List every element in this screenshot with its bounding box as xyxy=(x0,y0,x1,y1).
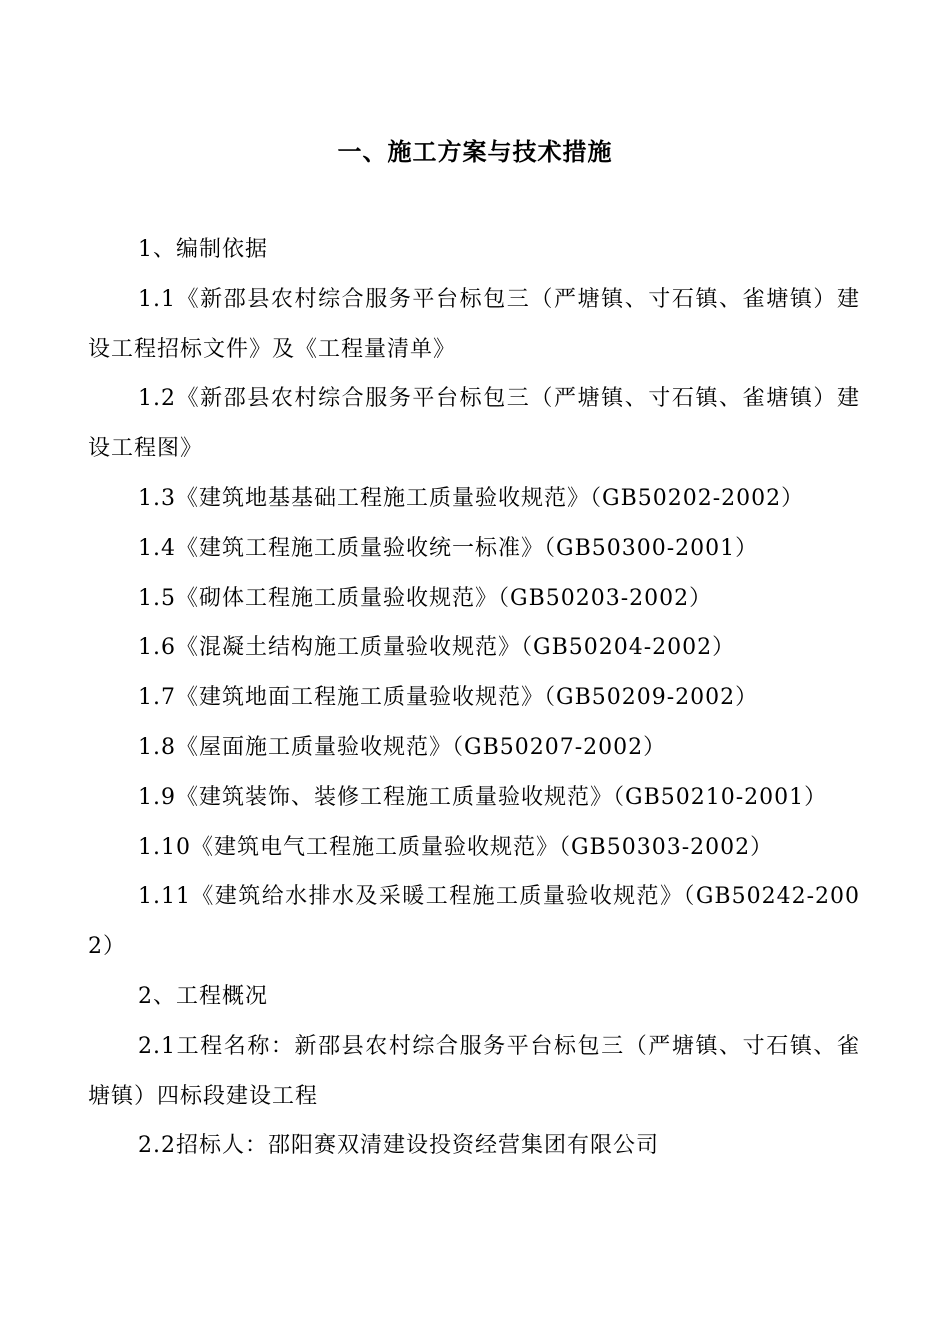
basis-item-1-1: 1.1《新邵县农村综合服务平台标包三（严塘镇、寸石镇、雀塘镇）建设工程招标文件》及《工程量清单》 xyxy=(88,286,860,362)
basis-item-1-7: 1.7《建筑地面工程施工质量验收规范》（GB50209-2002） xyxy=(138,685,759,711)
basis-item-1-4: 1.4《建筑工程施工质量验收统一标准》（GB50300-2001） xyxy=(138,535,759,561)
basis-item-1-2: 1.2《新邵县农村综合服务平台标包三（严塘镇、寸石镇、雀塘镇）建设工程图》 xyxy=(88,386,860,462)
basis-item-1-8: 1.8《屋面施工质量验收规范》（GB50207-2002） xyxy=(138,734,667,760)
basis-item-1-5: 1.5《砌体工程施工质量验收规范》（GB50203-2002） xyxy=(138,585,713,611)
section-heading-basis: 1、编制依据 xyxy=(138,237,268,262)
basis-item-1-3: 1.3《建筑地基基础工程施工质量验收规范》（GB50202-2002） xyxy=(138,485,805,511)
overview-item-2-2: 2.2招标人：邵阳赛双清建设投资经营集团有限公司 xyxy=(138,1133,659,1159)
overview-item-2-1: 2.1工程名称：新邵县农村综合服务平台标包三（严塘镇、寸石镇、雀塘镇）四标段建设工程 xyxy=(88,1033,860,1109)
section-heading-overview: 2、工程概况 xyxy=(138,983,268,1009)
basis-item-1-6: 1.6《混凝土结构施工质量验收规范》（GB50204-2002） xyxy=(138,635,736,661)
basis-item-1-10: 1.10《建筑电气工程施工质量验收规范》（GB50303-2002） xyxy=(138,834,774,860)
document-title: 一、施工方案与技术措施 xyxy=(337,138,613,166)
document-body xyxy=(88,225,860,1171)
basis-item-1-11: 1.11《建筑给水排水及采暖工程施工质量验收规范》（GB50242-2002） xyxy=(88,884,860,960)
basis-item-1-9: 1.9《建筑装饰、装修工程施工质量验收规范》（GB50210-2001） xyxy=(138,784,828,810)
